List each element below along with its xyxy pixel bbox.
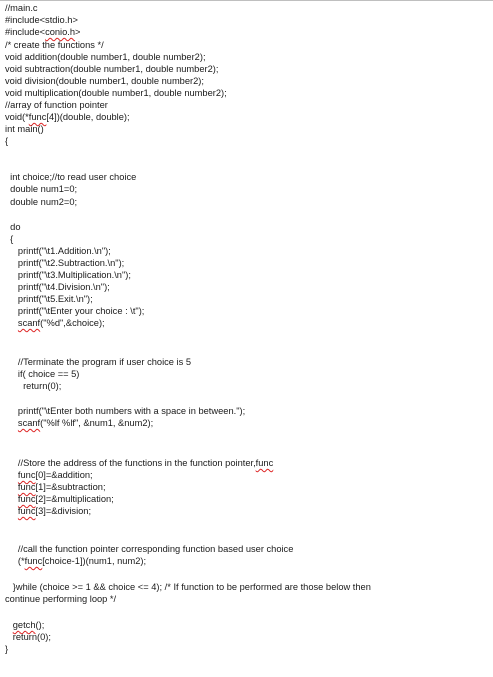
code-text bbox=[5, 318, 18, 328]
code-line bbox=[5, 184, 77, 195]
code-text: /* create the functions */ bbox=[5, 40, 104, 50]
code-text: void(* bbox=[5, 112, 29, 122]
code-line bbox=[5, 357, 191, 368]
code-line bbox=[5, 40, 104, 51]
spellcheck-flagged-word: scanf bbox=[17, 318, 41, 328]
code-line bbox=[5, 27, 80, 38]
code-text: printf("\tEnter your choice : \t"); bbox=[5, 306, 145, 316]
code-text: if( choice == 5) bbox=[5, 369, 80, 379]
code-text: int choice;//to read user choice bbox=[5, 172, 137, 182]
spellcheck-flagged-word: scanf bbox=[17, 418, 41, 428]
code-text: }while (choice >= 1 && choice <= 4); /* If function to be performed are those below then bbox=[5, 582, 371, 592]
code-line bbox=[5, 406, 245, 417]
code-text: #include<stdio.h> bbox=[5, 15, 78, 25]
code-line bbox=[5, 644, 8, 655]
spellcheck-flagged-word: func bbox=[17, 506, 36, 516]
code-text: [1]=&subtraction; bbox=[35, 482, 106, 492]
code-line bbox=[5, 594, 116, 605]
code-text: continue performing loop */ bbox=[5, 594, 117, 604]
code-text: //call the function pointer corresponding function based user choice bbox=[5, 544, 294, 554]
spellcheck-flagged-word: func bbox=[17, 494, 36, 504]
code-line bbox=[5, 282, 110, 293]
spellcheck-flagged-word: getch bbox=[12, 620, 36, 630]
code-line bbox=[5, 482, 106, 493]
code-text: void subtraction(double number1, double number2); bbox=[5, 64, 219, 74]
code-line bbox=[5, 222, 21, 233]
code-text: } bbox=[5, 644, 9, 654]
code-line bbox=[5, 172, 136, 183]
code-text: //main.c bbox=[5, 3, 38, 13]
code-line bbox=[5, 632, 51, 643]
code-line bbox=[5, 100, 108, 111]
code-line bbox=[5, 258, 124, 269]
code-text: [0]=&addition; bbox=[35, 470, 93, 480]
code-text bbox=[5, 470, 18, 480]
code-text: [4])(double, double); bbox=[46, 112, 130, 122]
code-text: { bbox=[5, 136, 9, 146]
code-text: printf("\t4.Division.\n"); bbox=[5, 282, 110, 292]
code-text: (); bbox=[35, 620, 45, 630]
code-text: > bbox=[75, 27, 81, 37]
code-text bbox=[5, 482, 18, 492]
spellcheck-flagged-word: func bbox=[255, 458, 274, 468]
code-text: return(0); bbox=[5, 381, 62, 391]
code-line bbox=[5, 556, 146, 567]
code-line bbox=[5, 470, 93, 481]
code-line bbox=[5, 124, 44, 135]
code-text: //array of function pointer bbox=[5, 100, 108, 110]
top-divider bbox=[0, 0, 493, 1]
code-line bbox=[5, 270, 131, 281]
code-line bbox=[5, 294, 93, 305]
code-text: [2]=&multiplication; bbox=[35, 494, 114, 504]
code-line bbox=[5, 15, 78, 26]
code-line bbox=[5, 112, 130, 123]
code-line bbox=[5, 620, 44, 631]
code-line bbox=[5, 234, 13, 245]
code-text: void division(double number1, double number2); bbox=[5, 76, 204, 86]
code-text: ("%lf %lf", &num1, &num2); bbox=[40, 418, 154, 428]
spellcheck-flagged-word: conio.h bbox=[45, 27, 76, 37]
code-text bbox=[5, 506, 18, 516]
code-line bbox=[5, 52, 206, 63]
code-text: #include< bbox=[5, 27, 46, 37]
code-text bbox=[5, 494, 18, 504]
code-text: printf("\t5.Exit.\n"); bbox=[5, 294, 93, 304]
code-text: //Store the address of the functions in the function pointer, bbox=[5, 458, 256, 468]
code-line bbox=[5, 318, 105, 329]
code-line bbox=[5, 136, 8, 147]
spellcheck-flagged-word: func bbox=[17, 482, 36, 492]
code-text: [choice-1])(num1, num2); bbox=[42, 556, 147, 566]
code-text: (* bbox=[5, 556, 25, 566]
code-line bbox=[5, 369, 79, 380]
code-text: int main() bbox=[5, 124, 44, 134]
code-text: ("%d",&choice); bbox=[40, 318, 105, 328]
code-line bbox=[5, 494, 114, 505]
code-text: { bbox=[5, 234, 14, 244]
spellcheck-flagged-word: func bbox=[17, 470, 36, 480]
code-text: printf("\tEnter both numbers with a space in between."); bbox=[5, 406, 246, 416]
code-text: printf("\t3.Multiplication.\n"); bbox=[5, 270, 131, 280]
code-text: printf("\t2.Subtraction.\n"); bbox=[5, 258, 125, 268]
code-line bbox=[5, 88, 227, 99]
code-line bbox=[5, 246, 111, 257]
code-text: return(0); bbox=[5, 632, 51, 642]
code-text: do bbox=[5, 222, 21, 232]
code-line bbox=[5, 544, 293, 555]
code-text: printf("\t1.Addition.\n"); bbox=[5, 246, 111, 256]
spellcheck-flagged-word: func bbox=[24, 556, 43, 566]
code-text bbox=[5, 418, 18, 428]
code-line bbox=[5, 76, 204, 87]
code-line bbox=[5, 306, 144, 317]
code-text: //Terminate the program if user choice is 5 bbox=[5, 357, 192, 367]
code-text: [3]=&division; bbox=[35, 506, 92, 516]
code-line bbox=[5, 418, 153, 429]
code-text: double num2=0; bbox=[5, 197, 78, 207]
code-text bbox=[5, 620, 13, 630]
code-text: void addition(double number1, double number2); bbox=[5, 52, 206, 62]
code-line bbox=[5, 3, 38, 14]
spellcheck-flagged-word: func bbox=[28, 112, 47, 122]
code-line bbox=[5, 458, 273, 469]
code-text: void multiplication(double number1, double number2); bbox=[5, 88, 227, 98]
code-line bbox=[5, 582, 371, 593]
code-line bbox=[5, 381, 61, 392]
code-line bbox=[5, 197, 77, 208]
code-text: double num1=0; bbox=[5, 184, 78, 194]
code-line bbox=[5, 64, 218, 75]
code-line bbox=[5, 506, 91, 517]
